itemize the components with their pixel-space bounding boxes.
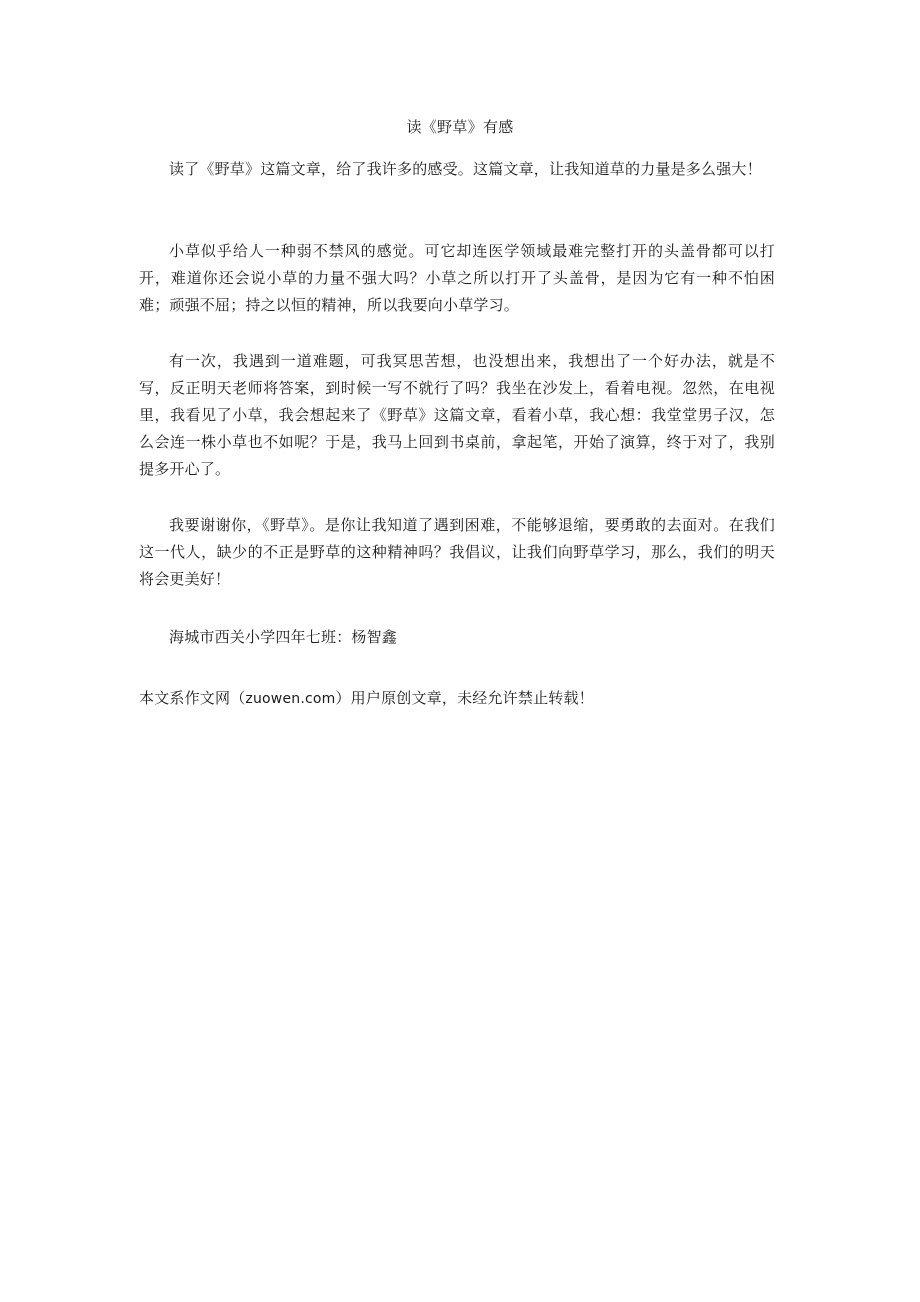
paragraph-3: 有一次，我遇到一道难题，可我冥思苦想，也没想出来，我想出了一个好办法，就是不写，反正明天老师将答案，到时候一写不就行了吗？我坐在沙发上，看着电视。忽然，在电视里，我看见了小草，我会想起来了《野草》这篇文章，看着小草，我心想：我堂堂男子汉，怎么会连一株小草也不如呢？于是，我马上回到书桌前，拿起笔，开始了演算，终于对了，我别提多开心了。 — [139, 352, 775, 478]
copyright-prefix: 本文系作文网（ — [139, 689, 246, 707]
paragraph-1: 读了《野草》这篇文章，给了我许多的感受。这篇文章，让我知道草的力量是多么强大！ — [169, 160, 762, 178]
copyright-suffix: ）用户原创文章，未经允许禁止转载！ — [335, 689, 594, 707]
document-title: 读《野草》有感 — [406, 118, 514, 136]
paragraph-2: 小草似乎给人一种弱不禁风的感觉。可它却连医学领域最难完整打开的头盖骨都可以打开，难道你还会说小草的力量不强大吗？小草之所以打开了头盖骨，是因为它有一种不怕困难；顽强不屈；持之以恒的精神，所以我要向小草学习。 — [139, 242, 775, 314]
site-domain: zuowen.com — [245, 691, 336, 707]
author-signature: 海城市西关小学四年七班：杨智鑫 — [169, 628, 398, 646]
copyright-notice — [139, 685, 799, 713]
paragraph-4: 我要谢谢你，《野草》。是你让我知道了遇到困难，不能够退缩，要勇敢的去面对。在我们这一代人，缺少的不正是野草的这种精神吗？我倡议，让我们向野草学习，那么，我们的明天将会更美好！ — [139, 516, 775, 588]
